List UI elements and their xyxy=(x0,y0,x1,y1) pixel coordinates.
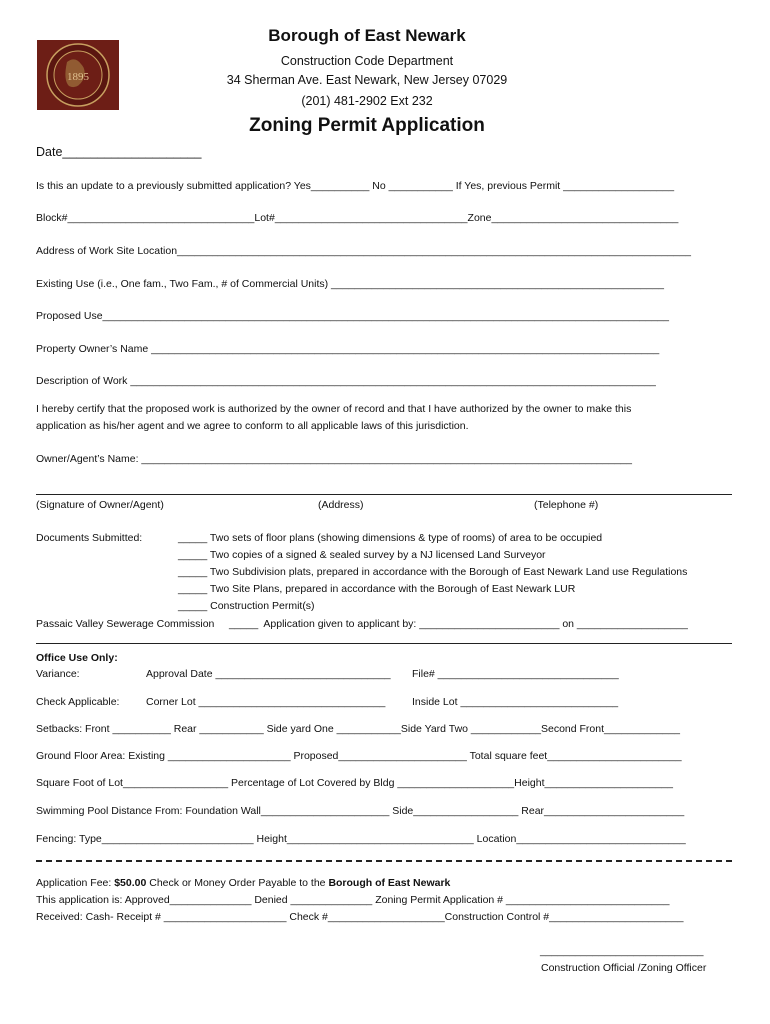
certification-text-2: application as his/her agent and we agree to conform to all applicable laws of this jurisdiction. xyxy=(36,420,469,432)
certification-text-1: I hereby certify that the proposed work is authorized by the owner of record and that I have authorized by the owner to make this xyxy=(36,403,632,415)
document-item-floor-plans[interactable]: _____ Two sets of floor plans (showing dimensions & type of rooms) of area to be occupied xyxy=(178,532,603,544)
fee-prefix: Application Fee: xyxy=(36,877,115,889)
agent-name-field[interactable]: Owner/Agent’s Name: ____________________________________________________________________________________ xyxy=(36,453,632,465)
receipt-field[interactable]: Received: Cash- Receipt # _____________________ Check #____________________Construction Control #_______________________ xyxy=(36,911,684,923)
document-item-subdivision[interactable]: _____ Two Subdivision plats, prepared in accordance with the Borough of East Newark Land use Regulations xyxy=(178,566,688,578)
org-name: Borough of East Newark xyxy=(268,26,466,45)
documents-label: Documents Submitted: xyxy=(36,532,143,544)
address-label: (Address) xyxy=(318,499,364,511)
org-address: 34 Sherman Ave. East Newark, New Jersey 07029 xyxy=(226,73,508,87)
work-description-field[interactable]: Description of Work __________________________________________________________________________________________ xyxy=(36,375,656,387)
approval-date-field[interactable]: Approval Date ______________________________ xyxy=(146,668,391,680)
section-divider xyxy=(36,643,732,644)
approval-status-field[interactable]: This application is: Approved______________ Denied ______________ Zoning Permit Application # ____________________________ xyxy=(36,894,670,906)
owner-name-field[interactable]: Property Owner’s Name _______________________________________________________________________________________ xyxy=(36,343,660,355)
fee-payee: Borough of East Newark xyxy=(328,877,451,889)
existing-use-field[interactable]: Existing Use (i.e., One fam., Two Fam., # of Commercial Units) _________________________________________________________ xyxy=(36,278,664,290)
dashed-divider xyxy=(36,860,732,862)
document-item-survey[interactable]: _____ Two copies of a signed & sealed survey by a NJ licensed Land Surveyor xyxy=(178,549,546,561)
update-question[interactable]: Is this an update to a previously submitted application? Yes__________ No ___________ If Yes, previous Permit ___________________ xyxy=(36,180,675,192)
passaic-valley-field[interactable]: Passaic Valley Sewerage Commission _____ Application given to applicant by: ________________________ on ___________________ xyxy=(36,618,688,630)
proposed-use-field[interactable]: Proposed Use_________________________________________________________________________________________________ xyxy=(36,310,669,322)
date-field[interactable]: Date____________________ xyxy=(36,145,202,159)
official-signature-label: Construction Official /Zoning Officer xyxy=(541,962,707,974)
inside-lot-field[interactable]: Inside Lot ___________________________ xyxy=(412,696,619,708)
variance-label: Variance: xyxy=(36,668,80,680)
page-title: Zoning Permit Application xyxy=(249,115,485,136)
setbacks-field[interactable]: Setbacks: Front __________ Rear ___________ Side yard One ___________Side Yard Two ____________Second Front_____________ xyxy=(36,723,680,735)
pool-distance-field[interactable]: Swimming Pool Distance From: Foundation Wall______________________ Side__________________ Rear________________________ xyxy=(36,805,685,817)
org-phone: (201) 481-2902 Ext 232 xyxy=(301,94,433,108)
telephone-label: (Telephone #) xyxy=(534,499,599,511)
lot-square-foot-field[interactable]: Square Foot of Lot__________________ Percentage of Lot Covered by Bldg ____________________Height______________________ xyxy=(36,777,673,789)
document-item-site-plans[interactable]: _____ Two Site Plans, prepared in accordance with the Borough of East Newark LUR xyxy=(178,583,576,595)
signature-label: (Signature of Owner/Agent) xyxy=(36,499,164,511)
fencing-field[interactable]: Fencing: Type__________________________ Height________________________________ Location_____________________________ xyxy=(36,833,686,845)
file-number-field[interactable]: File# _______________________________ xyxy=(412,668,619,680)
document-item-construction-permit[interactable]: _____ Construction Permit(s) xyxy=(178,600,315,612)
corner-lot-field[interactable]: Corner Lot ________________________________ xyxy=(146,696,386,708)
floor-area-field[interactable]: Ground Floor Area: Existing _____________________ Proposed______________________ Total square feet_______________________ xyxy=(36,750,682,762)
signature-line[interactable] xyxy=(36,494,732,495)
check-applicable-label: Check Applicable: xyxy=(36,696,120,708)
fee-middle: Check or Money Order Payable to the xyxy=(146,877,329,889)
work-site-address-field[interactable]: Address of Work Site Location________________________________________________________________________________________ xyxy=(36,245,691,257)
block-lot-zone-field[interactable]: Block#________________________________Lot#_________________________________Zone________________________________ xyxy=(36,212,679,224)
application-fee-line xyxy=(36,877,450,889)
office-use-heading: Office Use Only: xyxy=(36,652,118,664)
department: Construction Code Department xyxy=(280,54,454,68)
fee-amount: $50.00 xyxy=(114,877,147,889)
official-signature-line[interactable]: ____________________________ xyxy=(540,945,704,957)
svg-text:1895: 1895 xyxy=(67,71,89,83)
